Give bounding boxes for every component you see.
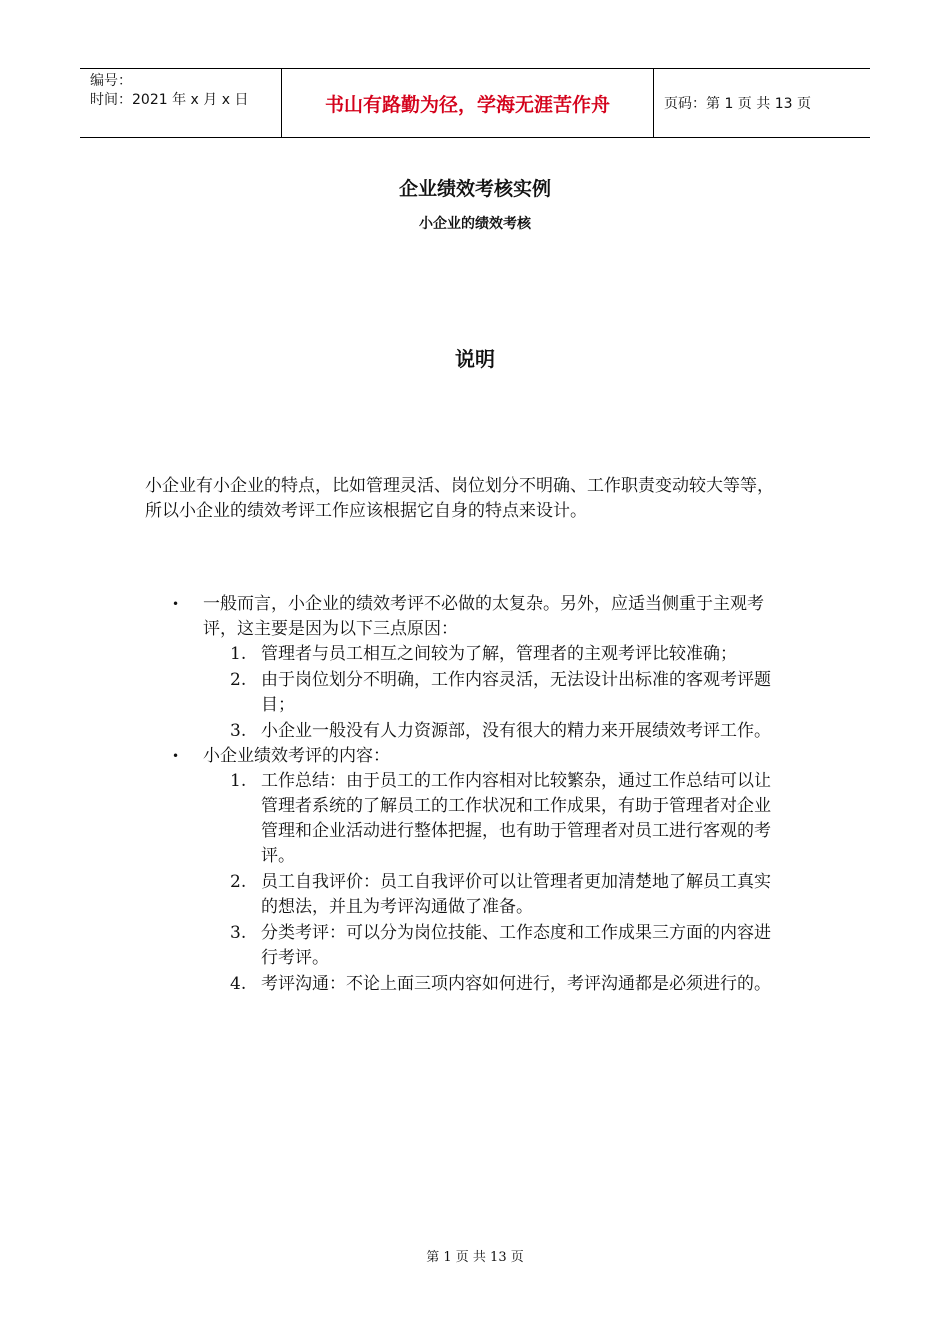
bullet-item xyxy=(172,744,784,997)
bullet-item xyxy=(172,592,784,744)
header-meta xyxy=(80,69,281,137)
numbered-list xyxy=(203,642,784,744)
item-number: 2. xyxy=(230,670,247,690)
number-label: 编号： xyxy=(90,73,132,89)
list-item xyxy=(202,972,784,997)
list-item xyxy=(202,668,784,718)
bullet-icon: • xyxy=(172,597,180,611)
item-text: 员工自我评价：员工自我评价可以让管理者更加清楚地了解员工真实的想法，并且为考评沟通做了准备。 xyxy=(261,872,771,917)
bullet-icon: • xyxy=(172,749,180,763)
list-item xyxy=(202,719,784,744)
bullet-content xyxy=(172,592,784,997)
item-text: 分类考评：可以分为岗位技能、工作态度和工作成果三方面的内容进行考评。 xyxy=(261,923,771,968)
item-text: 由于岗位划分不明确，工作内容灵活，无法设计出标准的客观考评题目； xyxy=(261,670,771,715)
item-text: 小企业一般没有人力资源部，没有很大的精力来开展绩效考评工作。 xyxy=(261,721,771,741)
item-number: 1. xyxy=(230,644,247,664)
item-number: 3. xyxy=(230,721,247,741)
header-page-info: 页码：第 1 页 共 13 页 xyxy=(664,96,811,112)
list-item xyxy=(202,642,784,667)
bullet-text: 小企业绩效考评的内容： xyxy=(203,746,390,766)
header-motto: 书山有路勤为径，学海无涯苦作舟 xyxy=(281,69,654,137)
numbered-list xyxy=(203,769,784,997)
list-item xyxy=(202,769,784,869)
section-heading: 说明 xyxy=(455,347,495,371)
list-item xyxy=(202,870,784,920)
document-subtitle: 小企业的绩效考核 xyxy=(419,216,531,232)
intro-paragraph: 小企业有小企业的特点，比如管理灵活、岗位划分不明确、工作职责变动较大等等，所以小企业的绩效考评工作应该根据它自身的特点来设计。 xyxy=(145,476,774,521)
item-number: 2. xyxy=(230,872,247,892)
item-number: 4. xyxy=(230,974,247,994)
document-header xyxy=(80,68,870,138)
time-label: 时间：2021 年 x 月 x 日 xyxy=(90,92,249,108)
item-text: 管理者与员工相互之间较为了解，管理者的主观考评比较准确； xyxy=(261,644,737,664)
list-item xyxy=(202,921,784,971)
item-number: 3. xyxy=(230,923,247,943)
item-text: 考评沟通：不论上面三项内容如何进行，考评沟通都是必须进行的。 xyxy=(261,974,771,994)
document-title: 企业绩效考核实例 xyxy=(398,178,551,200)
item-number: 1. xyxy=(230,771,247,791)
bullet-text: 一般而言，小企业的绩效考评不必做的太复杂。另外，应适当侧重于主观考评，这主要是因为以下三点原因： xyxy=(203,594,764,639)
item-text: 工作总结：由于员工的工作内容相对比较繁杂，通过工作总结可以让管理者系统的了解员工的工作状况和工作成果，有助于管理者对企业管理和企业活动进行整体把握，也有助于管理者对员工进行客观的考评。 xyxy=(261,771,771,866)
page-footer: 第 1 页 共 13 页 xyxy=(426,1250,524,1265)
bullet-list xyxy=(172,592,784,997)
